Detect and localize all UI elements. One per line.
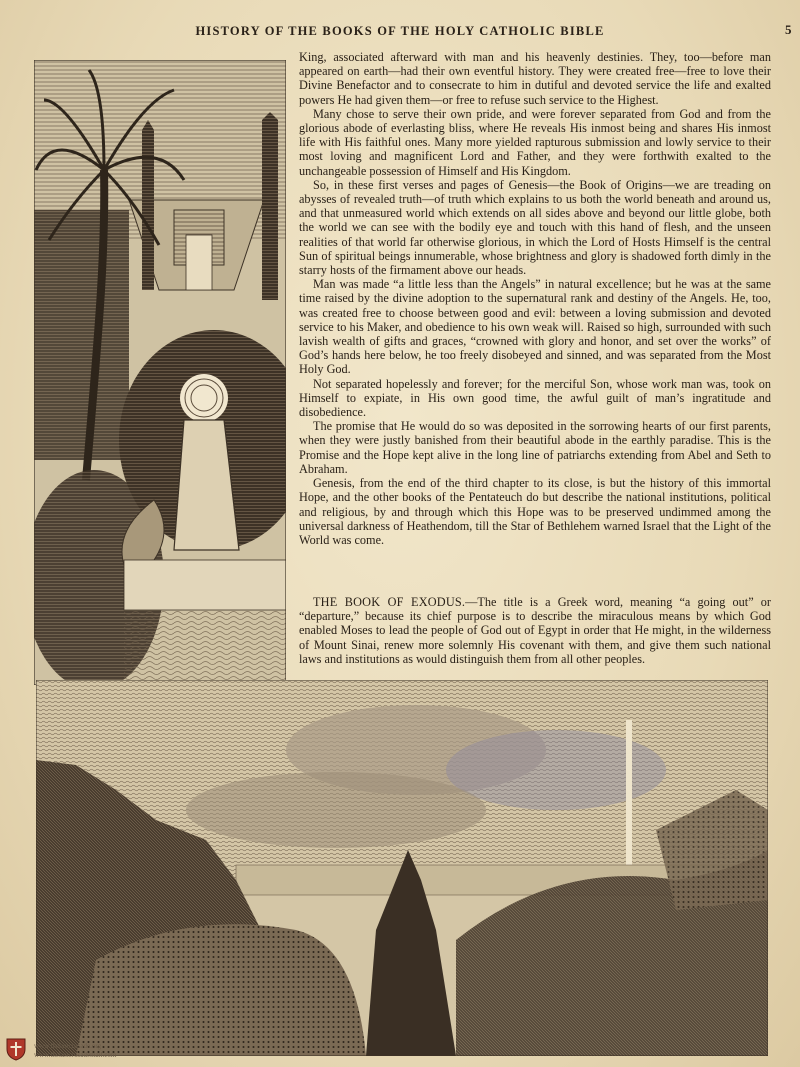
crusade-shield-icon: [4, 1037, 28, 1061]
exodus-section: [299, 595, 771, 666]
cloud: [186, 772, 486, 848]
paragraph: The promise that He would do so was deposited in the sorrowing hearts of our first parents, when they were justly banished from their beautiful abode in the earthly paradise. This is the Promise and the Hope kept alive in the long line of patriarchs extending from Abel and Seth to Abraham.: [299, 419, 771, 476]
paragraph: Genesis, from the end of the third chapter to its close, is but the history of this immortal Hope, and the other books of the Pentateuch do but describe the national institutions, political and religious, by and through which this Hope was to be preserved undimmed among the universal darkness of Heathendom, till the Star of Bethlehem warned Israel that the Light of the World was come.: [299, 476, 771, 547]
engraving-paradise: [34, 60, 286, 685]
watermark-line: www.thelastcrusade.org: [34, 1042, 102, 1050]
page-number: 5: [785, 22, 792, 37]
halo-icon: [180, 374, 228, 422]
article-body: [299, 50, 771, 547]
exodus-text: —The title is a Greek word, meaning “a going out” or “departure,” because its chief purpose is to describe the miraculous means by which God enabled Moses to lead the people of God out of Egypt in order that He might, in the wilderness of Mount Sinai, renew more solemnly His covenant with them, and give them such national laws and institutions as would distinguish them from all other peoples.: [299, 595, 771, 666]
obelisk-left: [142, 120, 154, 290]
watermark: [4, 1036, 154, 1064]
left-colonnade: [34, 210, 129, 460]
cloud: [446, 730, 666, 810]
running-header: HISTORY OF THE BOOKS OF THE HOLY CATHOLIC BIBLE: [195, 24, 605, 38]
paragraph: Many chose to serve their own pride, and were forever separated from God and from the glorious abode of everlasting bliss, where He reveals His inmost being and shares His inmost life with His faithful ones. Many more yielded rapturous submission and lowly service to their most loving and magnificent Lord and Father, and they were forthwith exalted to the unchangeable possession of Himself and His Kingdom.: [299, 106, 771, 178]
engraving-exodus: [36, 680, 768, 1056]
obelisk-right: [262, 112, 278, 300]
watermark-line: www.thelastcrusademail.com: [34, 1051, 117, 1059]
river-water: [124, 610, 286, 685]
paragraph: So, in these first verses and pages of Genesis—the Book of Origins—we are treading on abysses of revealed truth—of truth which explains to us both the world beneath and around us, and that unmeasured world which extends on all sides above and beyond our little globe, both the world we can see with the bodily eye and touch with this hand of flesh, and the unseen realities of that world far otherwise glorious, in which the Lord of Hosts Himself is the central Sun of spiritual beings innumerable, whose brightness and glory is shadowed forth dimly in the starry hosts of the firmament above our heads.: [299, 177, 771, 278]
paragraph: Man was made “a little less than the Angels” in natural excellence; but he was at the same time raised by the divine adoption to the supernatural rank and destiny of the Angels. He, too, was created free to choose between good and evil: between a loving submission and devoted service to his Maker, and obedience to his own weak will. Raised so high, surrounded with such lavish wealth of gifts and graces, “crowned with glory and honor, and set over the works” of God’s hands here below, he too freely disobeyed and sinned, and was separated from the Most Holy God.: [299, 277, 771, 377]
paragraph: King, associated afterward with man and his heavenly destinies. They, too—before man appeared on earth—had their own eventful history. They were created free—free to love their Divine Benefactor and to consecrate to him in dutiful and devoted service the life and exalted powers He had given them—or free to refuse such service to the Highest.: [299, 50, 771, 107]
paragraph: Not separated hopelessly and forever; for the merciful Son, whose work man was, took on Himself to expiate, in His own good time, the awful guilt of man’s ingratitude and disobedience.: [299, 376, 771, 420]
pillar-of-fire: [626, 720, 632, 870]
exodus-heading: THE BOOK OF EXODUS.: [313, 595, 466, 609]
